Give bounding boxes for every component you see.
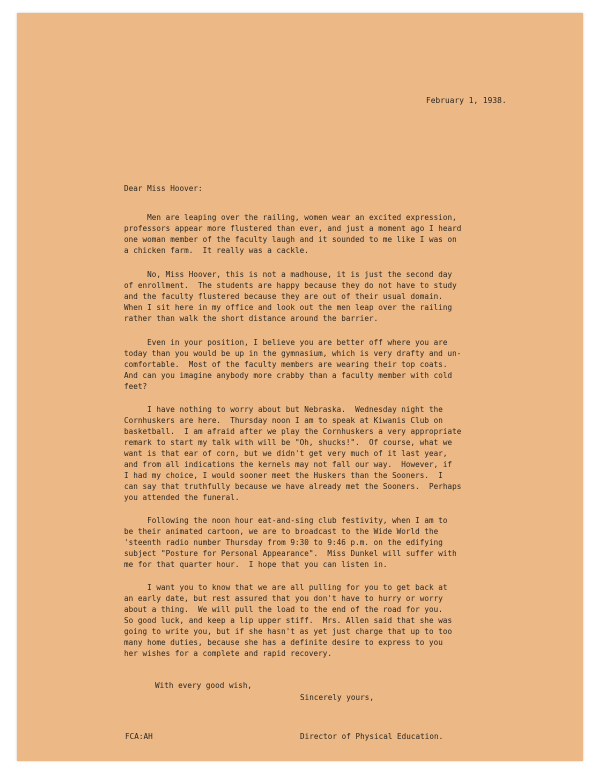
paragraph-line: subject "Posture for Personal Appearance". Miss Dunkel will suffer with <box>124 549 457 558</box>
paragraph-line: Even in your position, I believe you are better off where you are <box>124 338 448 347</box>
paragraph-line: you attended the funeral. <box>124 493 240 502</box>
paragraph-line: today than you would be up in the gymnasium, which is very drafty and un- <box>124 349 462 358</box>
signer-title: Director of Physical Education. <box>300 732 444 741</box>
paragraph-line: Cornhuskers are here. Thursday noon I am to speak at Kiwanis Club on <box>124 416 443 425</box>
closing-wish: With every good wish, <box>155 681 253 690</box>
paragraph-line: rather than walk the short distance around the barrier. <box>124 314 379 323</box>
letter-date: February 1, 1938. <box>426 96 507 105</box>
letter-sheet <box>17 13 583 761</box>
paragraph-line: Men are leaping over the railing, women wear an excited expression, <box>124 213 457 222</box>
paragraph-line: going to write you, but if she hasn't as yet just charge that up to too <box>124 627 453 636</box>
paragraph-line: basketball. I am afraid after we play the Cornhuskers a very appropriate <box>124 427 462 436</box>
paragraph-line: feet? <box>124 382 148 391</box>
paragraph-line: me for that quarter hour. I hope that you can listen in. <box>124 560 388 569</box>
paragraph-line: I have nothing to worry about but Nebraska. Wednesday night the <box>124 405 443 414</box>
sign-off: Sincerely yours, <box>300 693 374 702</box>
paragraph-line: Following the noon hour eat-and-sing club festivity, when I am to <box>124 516 448 525</box>
paragraph-line: and from all indications the kernels may not fall our way. However, if <box>124 460 453 469</box>
paragraph-line: her wishes for a complete and rapid recovery. <box>124 649 332 658</box>
paragraph-line: professors appear more flustered than ever, and just a moment ago I heard <box>124 224 462 233</box>
paragraph-line: I want you to know that we are all pulling for you to get back at <box>124 583 448 592</box>
paragraph-line: want is that ear of corn, but we didn't get very much of it last year, <box>124 449 448 458</box>
typist-initials: FCA:AH <box>125 732 153 741</box>
paragraph-line: remark to start my talk with will be "Oh, shucks!". Of course, what we <box>124 438 453 447</box>
paragraph-line: a chicken farm. It really was a cackle. <box>124 246 309 255</box>
paragraph-line: an early date, but rest assured that you don't have to hurry or worry <box>124 594 443 603</box>
paragraph-line: about a thing. We will pull the load to the end of the road for you. <box>124 605 443 614</box>
paragraph-line: of enrollment. The students are happy because they do not have to study <box>124 281 457 290</box>
paragraph-line: And can you imagine anybody more crabby than a faculty member with cold <box>124 371 453 380</box>
paragraph-line: So good luck, and keep a lip upper stiff. Mrs. Allen said that she was <box>124 616 453 625</box>
paragraph-line: When I sit here in my office and look out the men leap over the railing <box>124 303 453 312</box>
salutation: Dear Miss Hoover: <box>124 184 203 193</box>
paragraph-line: No, Miss Hoover, this is not a madhouse, it is just the second day <box>124 270 453 279</box>
paragraph-line: be their animated cartoon, we are to broadcast to the Wide World the <box>124 527 439 536</box>
paragraph-line: can say that truthfully because we have already met the Sooners. Perhaps <box>124 482 462 491</box>
paragraph-line: and the faculty flustered because they are out of their usual domain. <box>124 292 443 301</box>
paragraph-line: comfortable. Most of the faculty members are wearing their top coats. <box>124 360 448 369</box>
paragraph-line: many home duties, because she has a definite desire to express to you <box>124 638 443 647</box>
paragraph-line: I had my choice, I would sooner meet the Huskers than the Sooners. I <box>124 471 443 480</box>
paragraph-line: one woman member of the faculty laugh and it sounded to me like I was on <box>124 235 457 244</box>
paragraph-line: 'steenth radio number Thursday from 9:30 to 9:46 p.m. on the edifying <box>124 538 443 547</box>
